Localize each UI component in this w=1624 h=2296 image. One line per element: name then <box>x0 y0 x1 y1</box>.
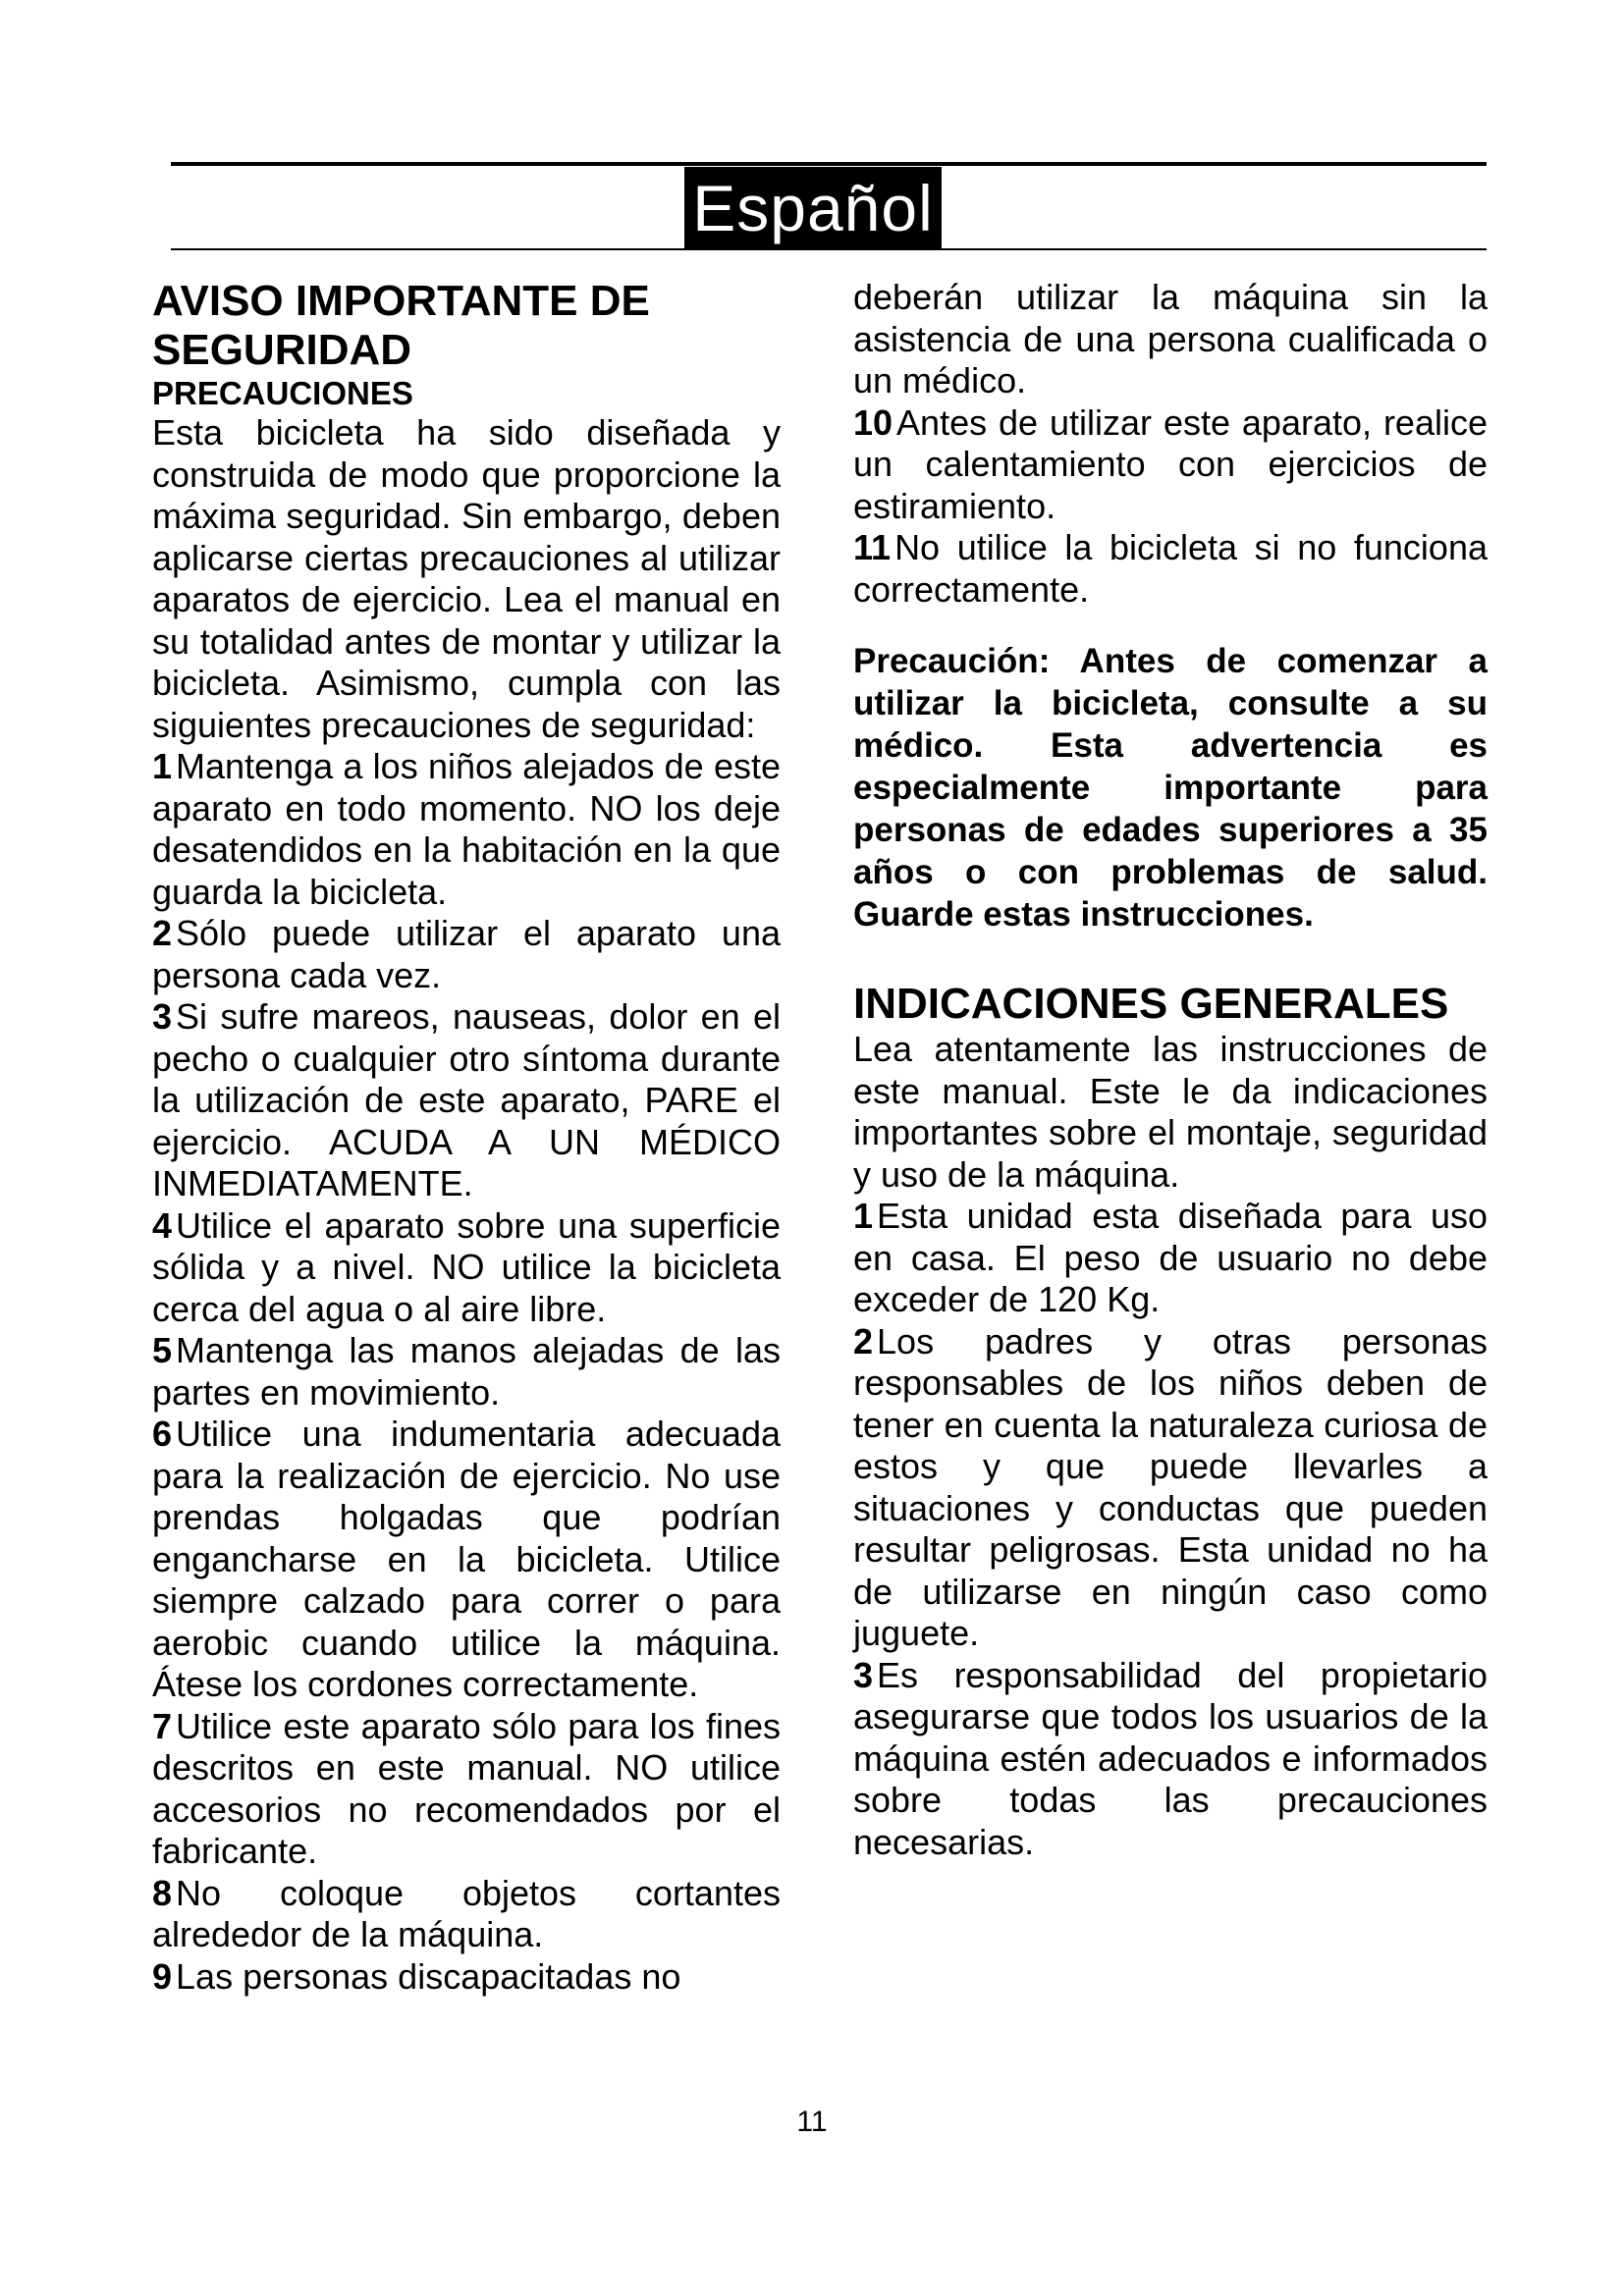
list-item <box>853 1655 1488 1864</box>
list-item <box>853 402 1488 528</box>
general-indications-title: INDICACIONES GENERALES <box>853 980 1449 1028</box>
list-item <box>853 1321 1488 1655</box>
item-number: 11 <box>853 527 892 567</box>
list-item <box>152 996 781 1205</box>
general-intro: Lea atentamente las instrucciones de este manual. Este le da indicaciones importantes sobre el montaje, seguridad y uso de la máquina. <box>853 1029 1488 1195</box>
item-number: 2 <box>152 913 173 953</box>
header-rule-bottom <box>171 248 1487 250</box>
left-column <box>152 277 781 1998</box>
continuation-text: deberán utilizar la máquina sin la asistencia de una persona cualificada o un médico. <box>853 277 1488 400</box>
item-number: 4 <box>152 1204 173 1246</box>
list-item <box>152 1706 781 1873</box>
item-text: Utilice una indumentaria adecuada para la realización de ejercicio. No use prendas holgadas que podrían engancharse en la bicicleta. Utilice siempre calzado para correr o para aerobic cuando utilice la máquina. Átese los cordones correctamente. <box>152 1414 781 1704</box>
item-text: Utilice el aparato sobre una superficie sólida y a nivel. NO utilice la bicicleta cerca del agua o al aire libre. <box>152 1204 781 1329</box>
item-number: 7 <box>152 1705 173 1746</box>
list-item <box>152 1414 781 1706</box>
list-item <box>152 1205 781 1331</box>
right-column <box>853 277 1488 1863</box>
item-text: Es responsabilidad del propietario asegurarse que todos los usuarios de la máquina estén adecuados e informados sobre todas las precauciones necesarias. <box>853 1654 1488 1862</box>
item-text: Utilice este aparato sólo para los fines descritos en este manual. NO utilice accesorios no recomendados por el fabricante. <box>152 1705 781 1871</box>
list-item <box>152 746 781 913</box>
list-item <box>152 1956 781 1999</box>
item-number: 10 <box>853 401 893 443</box>
list-item <box>853 527 1488 611</box>
item-number: 3 <box>152 996 173 1037</box>
list-item <box>853 1196 1488 1321</box>
caution-warning: Precaución: Antes de comenzar a utilizar la bicicleta, consulte a su médico. Esta advertencia es especialmente importante para personas de edades superiores a 35 años o con problemas de salud. Guarde estas instrucciones. <box>853 642 1488 934</box>
item-text: No utilice la bicicleta si no funciona correctamente. <box>853 527 1488 610</box>
item-text: No coloque objetos cortantes alrededor de la máquina. <box>152 1872 781 1954</box>
page-number: 11 <box>796 2106 828 2138</box>
item-number: 8 <box>152 1872 173 1913</box>
precautions-subtitle: PRECAUCIONES <box>152 375 413 411</box>
list-item <box>152 1330 781 1414</box>
language-badge: Español <box>684 167 942 249</box>
item-text: Esta unidad esta diseñada para uso en casa. El peso de usuario no debe exceder de 120 Kg. <box>853 1196 1488 1319</box>
header-rule-top <box>171 162 1487 166</box>
item-number: 5 <box>152 1330 173 1370</box>
list-item <box>152 913 781 996</box>
item-number: 6 <box>152 1414 173 1454</box>
safety-intro: Esta bicicleta ha sido diseñada y construida de modo que proporcione la máxima seguridad. Sin embargo, deben aplicarse ciertas precauciones al utilizar aparatos de ejercicio. Lea el manual en su totalidad antes de montar y utilizar la bicicleta. Asimismo, cumpla con las siguientes precauciones de seguridad: <box>152 412 781 745</box>
item-text: Mantenga las manos alejadas de las partes en movimiento. <box>152 1330 781 1413</box>
item-number: 9 <box>152 1955 173 1997</box>
item-number: 1 <box>853 1196 874 1236</box>
item-text: Los padres y otras personas responsables de los niños deben de tener en cuenta la naturaleza curiosa de estos y que puede llevarles a situaciones y conductas que pueden resultar peligrosas. Esta unidad no ha de utilizarse en ningún caso como juguete. <box>853 1320 1488 1653</box>
item-number: 2 <box>853 1320 874 1362</box>
item-text: Antes de utilizar este aparato, realice un calentamiento con ejercicios de estiramiento. <box>853 401 1488 526</box>
list-item <box>152 1873 781 1956</box>
item-text: Sólo puede utilizar el aparato una persona cada vez. <box>152 913 781 995</box>
item-text: Si sufre mareos, nauseas, dolor en el pecho o cualquier otro síntoma durante la utilización de este aparato, PARE el ejercicio. ACUDA A UN MÉDICO INMEDIATAMENTE. <box>152 996 781 1203</box>
item-text: Mantenga a los niños alejados de este aparato en todo momento. NO los deje desatendidos en la habitación en la que guarda la bicicleta. <box>152 746 781 912</box>
item-number: 3 <box>853 1654 874 1695</box>
safety-title: AVISO IMPORTANTE DE SEGURIDAD <box>152 277 650 374</box>
item-text: Las personas discapacitadas no <box>176 1955 681 1997</box>
safety-list <box>152 746 781 1998</box>
item-number: 1 <box>152 746 173 786</box>
